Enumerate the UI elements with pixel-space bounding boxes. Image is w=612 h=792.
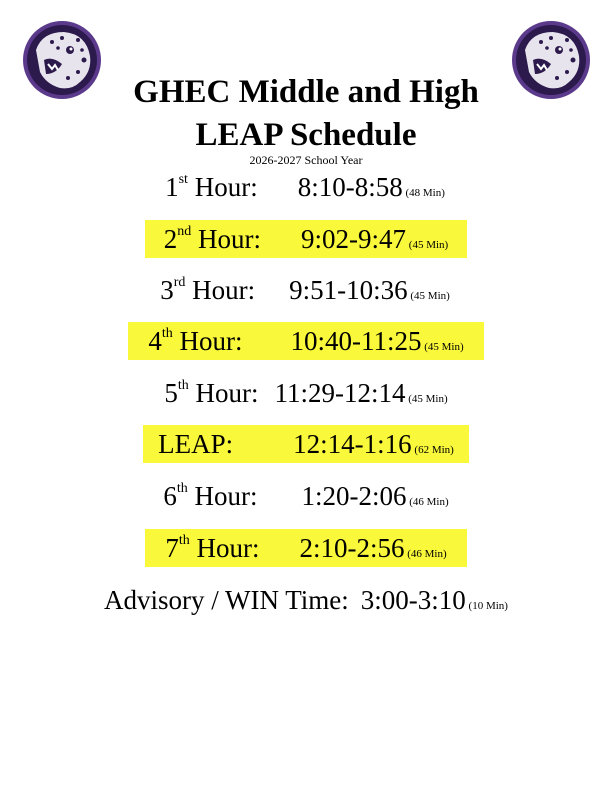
period-number: 6 <box>163 481 177 511</box>
period-label <box>165 172 258 202</box>
period-label-text: Hour: <box>189 533 260 563</box>
period-ordinal-suffix: st <box>178 172 188 187</box>
period-label-text: Hour: <box>191 224 262 254</box>
period-label <box>165 533 259 563</box>
period-time: 9:51-10:36 <box>289 275 408 305</box>
period-ordinal-suffix: nd <box>177 224 192 239</box>
period-label <box>158 429 233 459</box>
period-label-text: LEAP: <box>158 429 234 459</box>
period-time: 1:20-2:06 <box>301 481 407 511</box>
period-label <box>148 326 242 356</box>
period-number: 4 <box>148 326 162 356</box>
schedule-row <box>143 425 469 463</box>
schedule-row <box>145 220 467 258</box>
schedule-row <box>128 322 484 360</box>
period-duration: (45 Min) <box>406 239 449 251</box>
period-time: 11:29-12:14 <box>274 378 406 408</box>
schedule-row <box>60 581 552 619</box>
period-time: 9:02-9:47 <box>301 224 407 254</box>
period-time: 12:14-1:16 <box>293 429 412 459</box>
period-label-text: Hour: <box>187 172 258 202</box>
period-ordinal-suffix: th <box>178 533 190 548</box>
period-duration: (45 Min) <box>405 393 448 405</box>
schedule-row <box>150 168 460 206</box>
period-time: 2:10-2:56 <box>299 533 405 563</box>
period-label-text: Hour: <box>187 481 258 511</box>
period-number: 7 <box>165 533 179 563</box>
school-year-subtitle: 2026-2027 School Year <box>249 153 363 167</box>
page-title-line1: GHEC Middle and High <box>133 74 479 110</box>
period-ordinal-suffix: rd <box>173 275 186 290</box>
period-duration: (45 Min) <box>407 290 450 302</box>
period-label <box>164 378 258 408</box>
period-duration: (46 Min) <box>404 548 447 560</box>
period-label-text: Advisory / WIN Time: <box>104 585 349 615</box>
period-ordinal-suffix: th <box>177 378 189 393</box>
period-ordinal-suffix: th <box>161 326 173 341</box>
page-title-line2: LEAP Schedule <box>195 117 417 153</box>
period-ordinal-suffix: th <box>176 481 188 496</box>
schedule-row <box>130 271 480 309</box>
period-number: 1 <box>165 172 179 202</box>
period-time: 8:10-8:58 <box>297 172 403 202</box>
period-label <box>163 481 257 511</box>
period-label <box>160 275 255 305</box>
period-label-text: Hour: <box>188 378 259 408</box>
period-duration: (46 Min) <box>406 496 449 508</box>
period-label-text: Hour: <box>185 275 256 305</box>
schedule-row <box>145 529 467 567</box>
period-label <box>104 585 349 615</box>
period-number: 2 <box>163 224 178 254</box>
schedule-row <box>130 477 482 515</box>
period-time: 10:40-11:25 <box>290 326 422 356</box>
period-label-text: Hour: <box>172 326 243 356</box>
period-time: 3:00-3:10 <box>360 585 466 615</box>
schedule-row <box>130 374 482 412</box>
period-duration: (48 Min) <box>402 187 445 199</box>
period-duration: (10 Min) <box>465 600 508 612</box>
period-number: 5 <box>164 378 178 408</box>
period-duration: (62 Min) <box>411 444 454 456</box>
period-duration: (45 Min) <box>421 341 464 353</box>
period-number: 3 <box>160 275 174 305</box>
period-label <box>164 224 261 254</box>
